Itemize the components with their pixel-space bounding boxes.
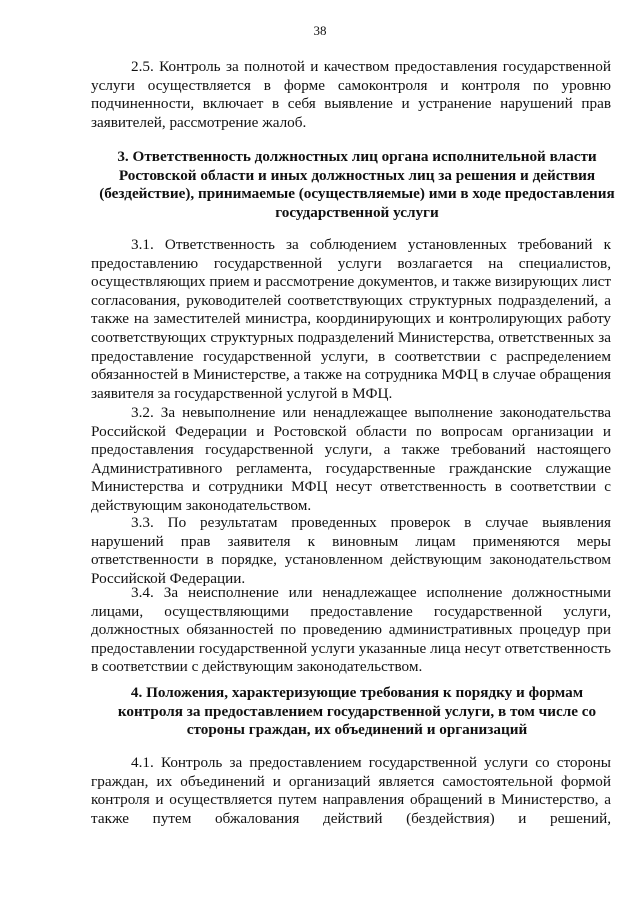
paragraph-3-3: 3.3. По результатам проведенных проверок в случае выявления нарушений прав заявителя к виновным лицам применяются меры ответственности в порядке, установленном действующим законодательством Российской Федерации. xyxy=(91,514,611,587)
page-number: 38 xyxy=(313,23,327,38)
paragraph-2-5: 2.5. Контроль за полнотой и качеством предоставления государственной услуги осуществляется в форме самоконтроля и контроля по уровню подчиненности, включает в себя выявление и устранение нарушений прав заявителей, рассмотрение жалоб. xyxy=(91,58,611,131)
section-3-heading: 3. Ответственность должностных лиц органа исполнительной власти Ростовской области и иных должностных лиц за решения и действия (бездействие), принимаемые (осуществляемые) ими в ходе предоставления государственной услуги xyxy=(99,148,615,221)
paragraph-3-1: 3.1. Ответственность за соблюдением установленных требований к предоставлению государственной услуги возлагается на специалистов, осуществляющих прием и рассмотрение документов, и также визирующих лист согласования, руководителей соответствующих структурных подразделений, а также на заместителей министра, координирующих и контролирующих работу соответствующих структурных подразделений Министерства, ответственных за предоставление государственной услуги, в соответствии с распределением обязанностей в Министерстве, а также на сотрудника МФЦ в случае обращения заявителя за государственной услугой в МФЦ. xyxy=(91,236,611,402)
paragraph-3-2: 3.2. За невыполнение или ненадлежащее выполнение законодательства Российской Федерации и Ростовской области по вопросам организации и предоставления государственной услуги, а также требований настоящего Административного регламента, государственные гражданские служащие Министерства и сотрудники МФЦ несут ответственность в соответствии с действующим законодательством. xyxy=(91,404,611,514)
paragraph-3-4: 3.4. За неисполнение или ненадлежащее исполнение должностными лицами, осуществляющими предоставление государственной услуги, должностных обязанностей по проведению административных процедур при предоставлении государственной услуги указанные лица несут ответственность в соответствии с действующим законодательством. xyxy=(91,584,611,676)
section-4-heading: 4. Положения, характеризующие требования к порядку и формам контроля за предоставлением государственной услуги, в том числе со стороны граждан, их объединений и организаций xyxy=(117,684,597,739)
paragraph-4-1: 4.1. Контроль за предоставлением государственной услуги со стороны граждан, их объединений и организаций является самостоятельной формой контроля и осуществляется путем направления обращений в Министерство, а также путем обжалования действий (бездействия) и решений, xyxy=(91,754,611,827)
